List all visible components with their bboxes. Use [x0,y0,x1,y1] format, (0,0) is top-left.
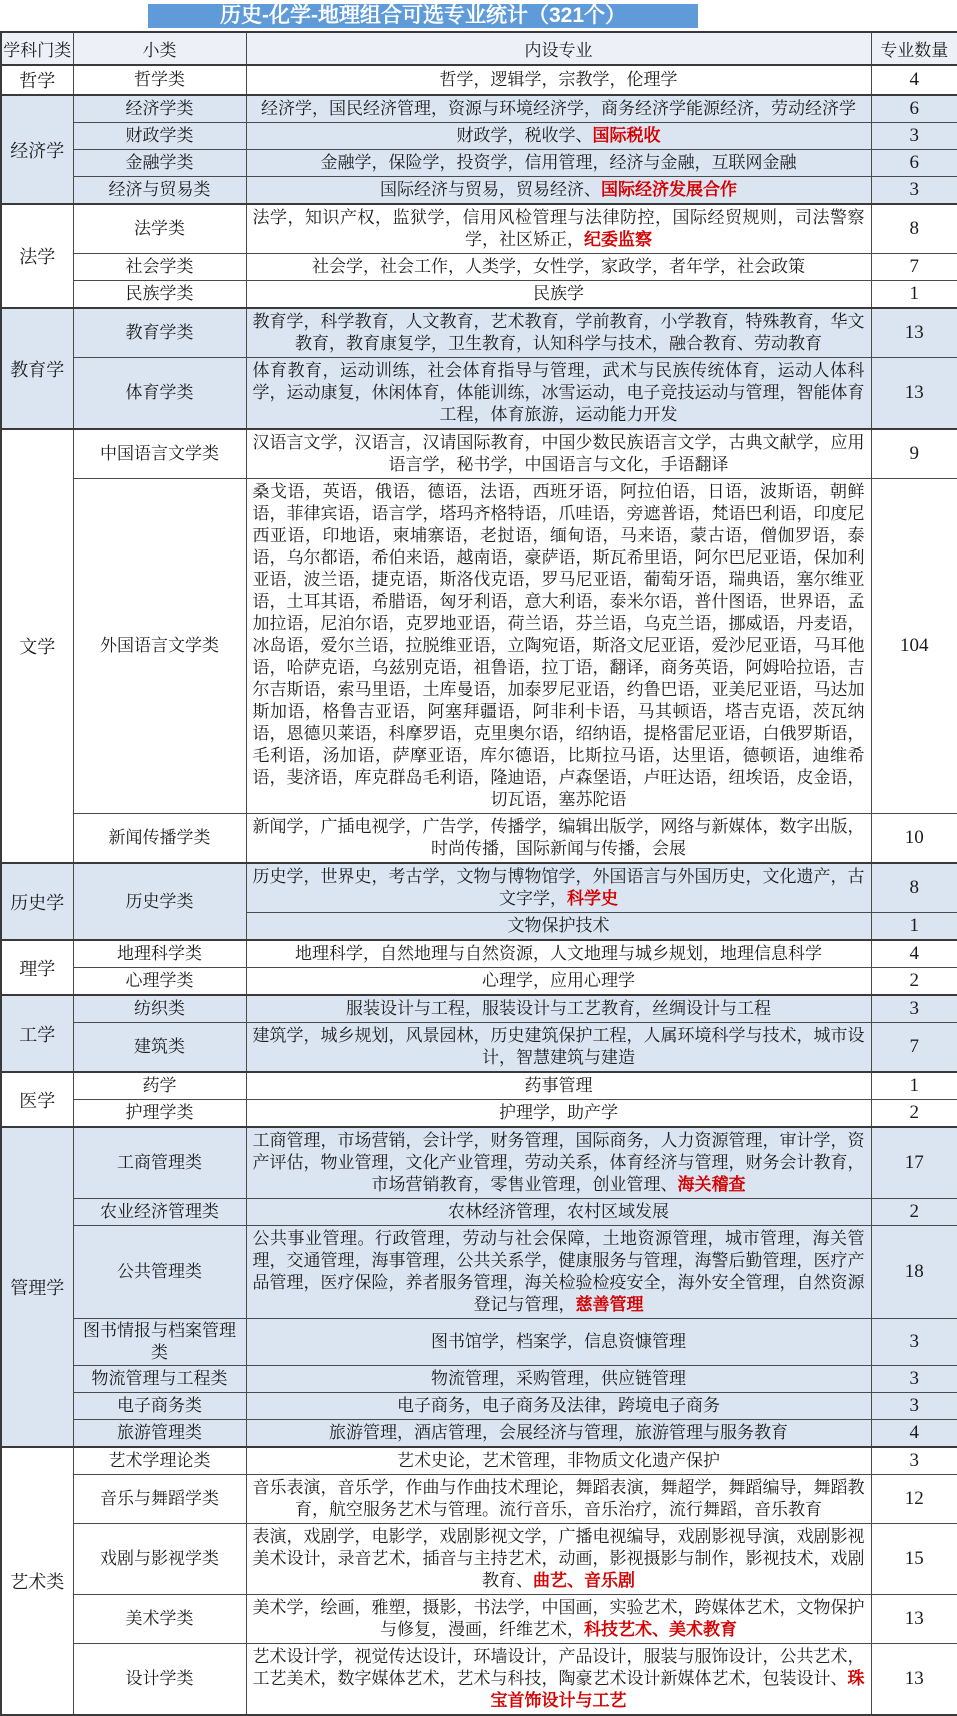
subclass-cell: 经济与贸易类 [73,177,246,205]
table-row [1,1100,957,1128]
subclass-cell: 金融学类 [73,150,246,177]
subclass-cell: 建筑类 [73,1023,246,1073]
subclass-cell: 心理学类 [73,968,246,996]
subclass-cell: 音乐与舞蹈学类 [73,1475,246,1524]
majors-cell [246,1475,871,1524]
table-row [1,1595,957,1644]
major-text: 汉语言文学，汉语言，汉请国际教育，中国少数民族语言文学，古典文献学，应用语言学，秘书学，中国语言与文化，手语翻译 [252,433,865,474]
majors-cell [246,1393,871,1420]
majors-cell [246,150,871,177]
major-text: 体育教育，运动训练，社会体育指导与管理，武术与民族传统体育，运动人体科学，运动康复，休闲体育，体能训练，冰雪运动，电子竞技运动与管理，智能体育工程，体育旅游，运动能力开发 [252,361,865,424]
category-cell: 文学 [1,429,73,863]
major-text: 公共事业管理。行政管理，劳动与社会保障，土地资源管理，城市管理，海关管理，交通管理，海事管理，公共关系学，健康服务与管理，海警后勤管理，医疗产品管理，医疗保险，养者服务管理，海关检验检疫安全，海外安全管理，自然资源登记与管理， [252,1229,865,1314]
majors-cell [246,1199,871,1226]
majors-cell [246,308,871,358]
subclass-cell: 艺术学理论类 [73,1447,246,1475]
highlighted-major-text: 纪委监察 [584,230,652,249]
count-cell: 3 [871,177,957,205]
major-text: 国际经济与贸易，贸易经济、 [380,180,601,199]
count-cell: 13 [871,1644,957,1716]
count-cell: 3 [871,1319,957,1366]
major-text: 历史学，世界史，考古学，文物与博物馆学，外国语言与外国历史，文化遗产，古文字学， [252,867,865,908]
major-text: 桑戈语，英语，俄语，德语，法语，西班牙语，阿拉伯语，日语，波斯语，朝鲜语，菲律宾语，语言学，塔玛齐格特语，爪哇语，旁遮普语，梵语巴利语，印度尼西亚语，印地语，柬埔寨语，老挝语，缅甸语，马来语，蒙古语，僧伽罗语，泰语，乌尔都语，希伯来语，越南语，豪萨语，斯瓦希里语，阿尔巴尼亚语，保加利亚语，波兰语，捷克语，斯洛伐克语，罗马尼亚语，葡萄牙语，瑞典语，塞尔维亚语，土耳其语，希腊语，匈牙利语，意大利语，泰米尔语，普什图语，世界语，孟加拉语，尼泊尔语，克罗地亚语，荷兰语，芬兰语，乌克兰语，挪威语，丹麦语，冰岛语，爱尔兰语，拉脱维亚语，立陶宛语，斯洛文尼亚语，爱沙尼亚语，马耳他语，哈萨克语，乌兹别克语，祖鲁语，拉丁语，翻译，商务英语，阿姆哈拉语，吉尔吉斯语，索马里语，土库曼语，加泰罗尼亚语，约鲁巴语，亚美尼亚语，马达加斯加语，格鲁吉亚语，阿塞拜疆语，阿非利卡语，马其顿语，塔吉克语，茨瓦纳语，恩德贝莱语，科摩罗语，克里奥尔语，绍纳语，提格雷尼亚语，白俄罗斯语，毛利语，汤加语，萨摩亚语，库尔德语，比斯拉马语，达里语，德顿语，迪维希语，斐济语，库克群岛毛利语，隆迪语，卢森堡语，卢旺达语，纽埃语，皮金语，切瓦语，塞苏陀语 [252,482,865,809]
majors-cell [246,863,871,913]
subclass-cell: 历史学类 [73,863,246,940]
count-cell: 4 [871,1420,957,1448]
table-row [1,1072,957,1100]
subclass-cell: 工商管理类 [73,1127,246,1199]
major-text: 民族学 [533,284,584,303]
table-row [1,1319,957,1366]
major-text: 表演，戏剧学，电影学，戏剧影视文学，广播电视编导，戏剧影视导演，戏剧影视美术设计，录音艺术，插音与主持艺术，动画，影视摄影与制作，影视技术，戏剧教育、 [252,1527,865,1590]
table-row [1,1524,957,1595]
highlighted-major-text: 海关稽查 [677,1175,746,1194]
majors-cell [246,1319,871,1366]
count-cell: 3 [871,995,957,1023]
major-text: 财政学，税收学、 [456,126,593,145]
major-text: 物流管理，采购管理，供应链管理 [431,1369,686,1388]
table-row [1,1644,957,1716]
column-header-count: 专业数量 [871,32,957,65]
major-text: 经济学，国民经济管理，资源与环境经济学，商务经济学能源经济，劳动经济学 [261,99,856,118]
subclass-cell: 电子商务类 [73,1393,246,1420]
major-text: 服装设计与工程，服装设计与工艺教育，丝绸设计与工程 [346,999,771,1018]
major-text: 农林经济管理，农村区域发展 [448,1202,669,1221]
column-header-subclass: 小类 [73,32,246,65]
count-cell: 1 [871,913,957,941]
column-header-category: 学科门类 [1,32,73,65]
subclass-cell: 经济学类 [73,95,246,123]
major-text: 工商管理，市场营销，会计学，财务管理，国际商务，人力资源管理，审计学，资产评估，物业管理，文化产业管理，劳动关系，体育经济与管理，财务会计教育，市场营销教育，零售业管理，创业管理、 [252,1131,865,1194]
subclass-cell: 美术学类 [73,1595,246,1644]
majors-cell [246,65,871,95]
subclass-cell: 中国语言文学类 [73,429,246,479]
major-text: 旅游管理，酒店管理，会展经济与管理，旅游管理与服务教育 [329,1423,788,1442]
subclass-cell: 财政学类 [73,123,246,150]
major-text: 电子商务，电子商务及法律，跨境电子商务 [397,1396,720,1415]
majors-cell [246,1644,871,1716]
count-cell: 3 [871,1447,957,1475]
count-cell: 2 [871,968,957,996]
table-row [1,150,957,177]
subclass-cell: 纺织类 [73,995,246,1023]
count-cell: 13 [871,1595,957,1644]
majors-cell [246,1366,871,1393]
subclass-cell: 图书情报与档案管理类 [73,1319,246,1366]
count-cell: 18 [871,1226,957,1319]
table-row [1,814,957,864]
majors-cell [246,1420,871,1448]
count-cell: 1 [871,1072,957,1100]
count-cell: 1 [871,281,957,309]
major-text: 药事管理 [524,1076,593,1095]
table-row [1,177,957,205]
table-row [1,1393,957,1420]
count-cell: 4 [871,940,957,968]
table-row [1,429,957,479]
major-text: 建筑学，城乡规划，风景园林，历史建筑保护工程，人属环境科学与技术，城市设计，智慧建筑与建造 [252,1026,865,1067]
major-text: 护理学，助产学 [499,1103,618,1122]
table-row [1,1366,957,1393]
category-cell: 艺术类 [1,1447,73,1715]
highlighted-major-text: 慈善管理 [575,1295,644,1314]
table-row [1,940,957,968]
category-cell: 法学 [1,204,73,308]
majors-cell [246,204,871,254]
category-cell: 哲学 [1,65,73,95]
column-header-majors: 内设专业 [246,32,871,65]
count-cell: 9 [871,429,957,479]
count-cell: 13 [871,358,957,430]
subclass-cell: 设计学类 [73,1644,246,1716]
category-cell: 理学 [1,940,73,995]
category-cell: 工学 [1,995,73,1072]
major-text: 法学，知识产权，监狱学，信用风检管理与法律防控，国际经贸规则，司法警察学，社区矫正， [252,208,865,249]
majors-cell [246,358,871,430]
count-cell: 4 [871,65,957,95]
majors-cell [246,1595,871,1644]
count-cell: 6 [871,95,957,123]
table-row [1,95,957,123]
majors-cell [246,254,871,281]
count-cell: 7 [871,1023,957,1073]
count-cell: 12 [871,1475,957,1524]
major-text: 美术学，绘画，雅塑，摄影，书法学，中国画，实验艺术，跨媒体艺术，文物保护与修复，漫画，纤维艺术， [252,1598,865,1639]
majors-cell [246,1023,871,1073]
majors-cell [246,281,871,309]
table-row [1,1199,957,1226]
highlighted-major-text: 珠宝首饰设计与工艺 [490,1669,865,1710]
subclass-cell: 物流管理与工程类 [73,1366,246,1393]
count-cell: 8 [871,204,957,254]
majors-cell [246,1447,871,1475]
subclass-cell: 药学 [73,1072,246,1100]
table-row [1,1023,957,1073]
subclass-cell: 地理科学类 [73,940,246,968]
table-row [1,65,957,95]
table-row [1,863,957,913]
subclass-cell: 体育学类 [73,358,246,430]
subclass-cell: 教育学类 [73,308,246,358]
highlighted-major-text: 曲艺、音乐剧 [533,1571,635,1590]
highlighted-major-text: 国际税收 [592,126,661,145]
table-row [1,1127,957,1199]
major-text: 教育学，科学教育，人文教育，艺术教育，学前教育，小学教育，特殊教育，华文教育，教育康复学，卫生教育，认知科学与技术，融合教育、劳动教育 [252,312,865,353]
count-cell: 3 [871,1393,957,1420]
subclass-cell: 外国语言文学类 [73,479,246,814]
table-row [1,281,957,309]
table-row [1,968,957,996]
major-text: 艺术设计学，视觉传达设计，环墙设计，产品设计，服装与服饰设计，公共艺术，工艺美术，数字媒体艺术，艺术与科技，陶豪艺术设计新媒体艺术，包装设计、 [252,1647,865,1688]
table-row [1,308,957,358]
count-cell: 6 [871,150,957,177]
table-row [1,1447,957,1475]
count-cell: 13 [871,308,957,358]
header-row [1,32,957,65]
category-cell: 教育学 [1,308,73,429]
majors-cell [246,479,871,814]
category-cell: 历史学 [1,863,73,940]
table-row [1,1475,957,1524]
category-cell: 医学 [1,1072,73,1127]
table-row [1,254,957,281]
major-text: 图书馆学，档案学，信息资慷管理 [431,1332,686,1351]
majors-cell [246,1127,871,1199]
table-row [1,1420,957,1448]
majors-cell [246,1100,871,1128]
table-row [1,1226,957,1319]
subclass-cell: 民族学类 [73,281,246,309]
count-cell: 3 [871,1366,957,1393]
subclass-cell: 新闻传播学类 [73,814,246,864]
subclass-cell: 公共管理类 [73,1226,246,1319]
page-title: 历史-化学-地理组合可选专业统计（321个） [148,4,698,28]
highlighted-major-text: 科学史 [567,889,618,908]
count-cell: 15 [871,1524,957,1595]
major-text: 艺术史论，艺术管理，非物质文化遗产保护 [397,1451,720,1470]
table-row [1,479,957,814]
count-cell: 10 [871,814,957,864]
count-cell: 104 [871,479,957,814]
major-text: 哲学，逻辑学，宗教学，伦理学 [439,70,678,89]
major-text: 文物保护技术 [507,916,610,935]
major-text: 社会学，社会工作，人类学，女性学，家政学，者年学，社会政策 [312,257,805,276]
major-text: 新闻学，广插电视学，广告学，传播学，编辑出版学，网络与新媒体，数字出版，时尚传播，国际新闻与传播，会展 [252,817,865,858]
table-row [1,123,957,150]
majors-cell [246,429,871,479]
majors-statistics-table [0,31,957,1716]
majors-cell [246,940,871,968]
category-cell: 管理学 [1,1127,73,1447]
table-row [1,358,957,430]
subclass-cell: 哲学类 [73,65,246,95]
subclass-cell: 农业经济管理类 [73,1199,246,1226]
majors-cell [246,177,871,205]
count-cell: 2 [871,1100,957,1128]
subclass-cell: 戏剧与影视学类 [73,1524,246,1595]
majors-cell [246,995,871,1023]
count-cell: 7 [871,254,957,281]
majors-cell [246,1072,871,1100]
majors-cell [246,95,871,123]
majors-cell [246,1226,871,1319]
subclass-cell: 护理学类 [73,1100,246,1128]
majors-cell [246,913,871,941]
majors-cell [246,968,871,996]
majors-cell [246,123,871,150]
major-text: 心理学，应用心理学 [482,971,635,990]
major-text: 金融学，保险学，投资学，信用管理，经济与金融，互联网金融 [320,153,797,172]
major-text: 地理科学，自然地理与自然资源，人文地理与城乡规划，地理信息科学 [295,944,822,963]
subclass-cell: 旅游管理类 [73,1420,246,1448]
count-cell: 17 [871,1127,957,1199]
count-cell: 8 [871,863,957,913]
table-row [1,204,957,254]
majors-cell [246,814,871,864]
category-cell: 经济学 [1,95,73,204]
highlighted-major-text: 科技艺术、美术教育 [584,1620,737,1639]
highlighted-major-text: 国际经济发展合作 [601,180,737,199]
count-cell: 2 [871,1199,957,1226]
table-row [1,995,957,1023]
subclass-cell: 法学类 [73,204,246,254]
major-text: 音乐表演，音乐学，作曲与作曲技术理论，舞蹈表演，舞超学，舞蹈编导，舞蹈教育，航空服务艺术与管理。流行音乐，音乐治疗，流行舞蹈，音乐教育 [252,1478,865,1519]
subclass-cell: 社会学类 [73,254,246,281]
count-cell: 3 [871,123,957,150]
majors-cell [246,1524,871,1595]
